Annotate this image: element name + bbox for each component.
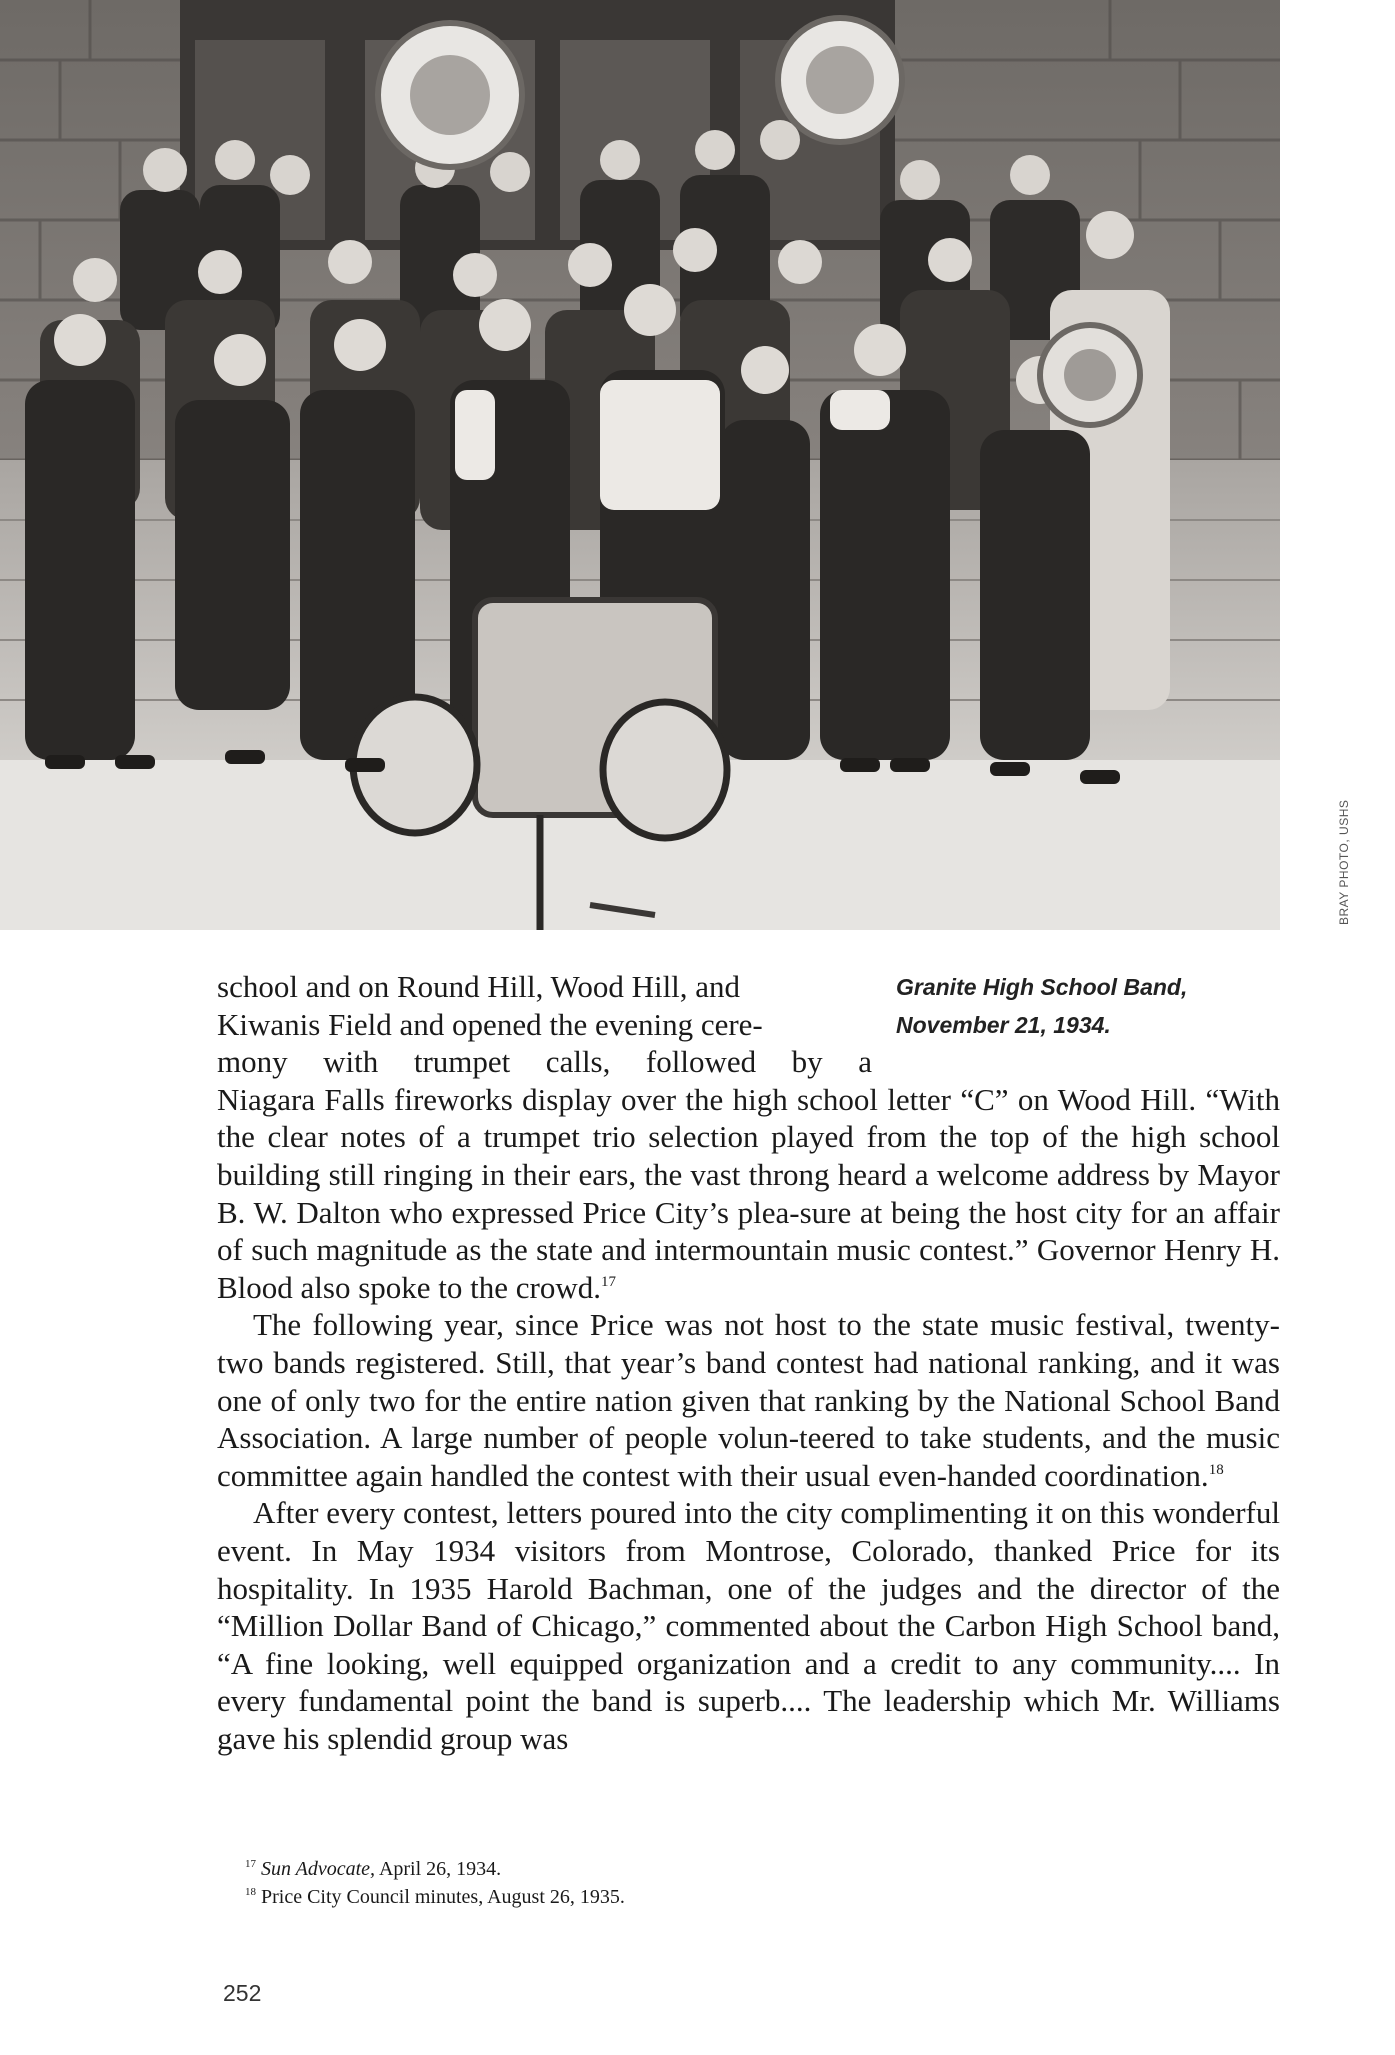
footnote-ref-18: 18 — [1208, 1461, 1224, 1478]
body-text — [217, 968, 1280, 1757]
paragraph-3-text: After every contest, letters poured into the city complimenting it on this wonderful event. In May 1934 visitors from Montrose, Colorado, thanked Price for its hospitality. In 1935 Harold Bachman, one of the judges and the director of the “Million Dollar Band of Chicago,” commented about the Carbon High School band, “A fine looking, well equipped organization and a credit to any community.... In every fundamental point the band is superb.... The leadership which Mr. Williams gave his splendid group was — [217, 1495, 1280, 1756]
paragraph-1-line-1: school and on Round Hill, Wood Hill, and — [217, 969, 741, 1004]
footnotes — [245, 1855, 1145, 1911]
paragraph-3 — [217, 1494, 1280, 1757]
paragraph-1-line-3: mony with trumpet calls, followed by a — [217, 1044, 872, 1080]
footnote-17: $^{17}$ Sun Advocate, April 26, 1934. — [245, 1858, 502, 1880]
paragraph-1-line-2: Kiwanis Field and opened the evening cere- — [217, 1006, 763, 1042]
paragraph-1 — [217, 968, 1280, 1306]
caption-line-2: November 21, 1934. — [896, 1012, 1111, 1038]
paragraph-2 — [217, 1306, 1280, 1494]
page-number: 252 — [223, 1980, 262, 2006]
paragraph-1-rest: Niagara Falls fireworks display over the high school letter “C” on Wood Hill. “With the clear notes of a trumpet trio selection played from the top of the high school building still ringing in their ears, the vast throng heard a welcome address by Mayor B. W. Dalton who expressed Price City’s plea-sure at being the host city for an affair of such magnitude as the state and intermountain music contest.” Governor Henry H. Blood also spoke to the crowd. — [217, 1081, 1280, 1305]
paragraph-2-text: The following year, since Price was not host to the state music festival, twenty-two bands registered. Still, that year’s band contest had national ranking, and it was one of only two for the entire nation given that ranking by the National School Band Association. A large number of people volun-teered to take students, and the music committee again handled the contest with their usual even-handed coordination. — [217, 1307, 1280, 1493]
footnote-18: $^{18}$ Price City Council minutes, August 26, 1935. — [245, 1886, 625, 1908]
caption-line-1: Granite High School Band, — [896, 974, 1188, 1000]
photo-credit: BRAY PHOTO, USHS — [1337, 799, 1351, 925]
footnote-ref-17: 17 — [601, 1273, 617, 1290]
band-photograph — [0, 0, 1280, 930]
footnote-17-source: Sun Advocate, — [261, 1858, 376, 1880]
